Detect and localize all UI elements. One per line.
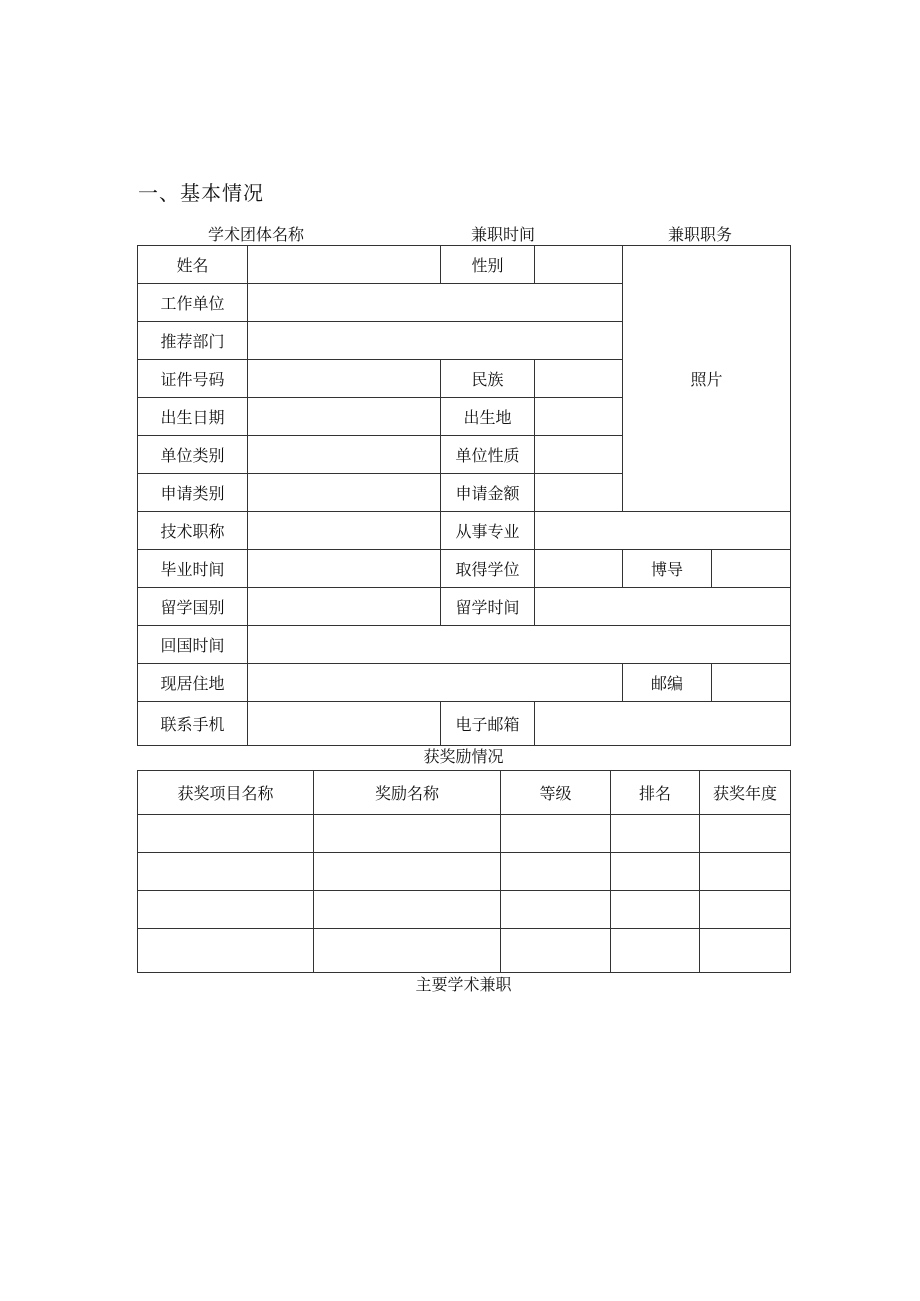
field-specialty[interactable] <box>535 512 791 550</box>
field-email[interactable] <box>535 702 791 746</box>
label-phd-supervisor: 博导 <box>623 550 712 588</box>
award-cell[interactable] <box>138 815 314 853</box>
field-name[interactable] <box>248 246 441 284</box>
field-recommend-dept[interactable] <box>248 322 623 360</box>
awards-header-year: 获奖年度 <box>700 771 791 815</box>
field-unit-nature[interactable] <box>535 436 623 474</box>
label-apply-amount: 申请金额 <box>441 474 535 512</box>
awards-header-project: 获奖项目名称 <box>138 771 314 815</box>
field-return-time[interactable] <box>248 626 791 664</box>
award-cell[interactable] <box>700 891 791 929</box>
award-cell[interactable] <box>314 815 501 853</box>
awards-header-award-name: 奖励名称 <box>314 771 501 815</box>
label-recommend-dept: 推荐部门 <box>138 322 248 360</box>
field-apply-type[interactable] <box>248 474 441 512</box>
label-name: 姓名 <box>138 246 248 284</box>
photo-box[interactable]: 照片 <box>623 246 791 512</box>
award-cell[interactable] <box>314 929 501 973</box>
label-grad-time: 毕业时间 <box>138 550 248 588</box>
label-degree: 取得学位 <box>441 550 535 588</box>
award-cell[interactable] <box>700 815 791 853</box>
section-title: 一、基本情况 <box>138 181 264 205</box>
awards-header-grade: 等级 <box>501 771 611 815</box>
award-cell[interactable] <box>501 815 611 853</box>
field-degree[interactable] <box>535 550 623 588</box>
basic-info-table <box>137 245 791 746</box>
label-study-time: 留学时间 <box>441 588 535 626</box>
label-unit-type: 单位类别 <box>138 436 248 474</box>
table-row <box>138 891 791 929</box>
award-cell[interactable] <box>138 853 314 891</box>
field-postcode[interactable] <box>712 664 791 702</box>
award-cell[interactable] <box>611 853 700 891</box>
label-work-unit: 工作单位 <box>138 284 248 322</box>
award-cell[interactable] <box>138 929 314 973</box>
part-time-caption: 主要学术兼职 <box>415 975 512 994</box>
label-mobile: 联系手机 <box>138 702 248 746</box>
label-id-number: 证件号码 <box>138 360 248 398</box>
awards-header-rank: 排名 <box>611 771 700 815</box>
award-cell[interactable] <box>138 891 314 929</box>
field-tech-title[interactable] <box>248 512 441 550</box>
award-cell[interactable] <box>314 891 501 929</box>
label-address: 现居住地 <box>138 664 248 702</box>
award-cell[interactable] <box>314 853 501 891</box>
label-gender: 性别 <box>441 246 535 284</box>
label-tech-title: 技术职称 <box>138 512 248 550</box>
award-cell[interactable] <box>611 929 700 973</box>
field-id-number[interactable] <box>248 360 441 398</box>
header-society-name: 学术团体名称 <box>208 225 305 244</box>
header-part-time-period: 兼职时间 <box>471 225 536 244</box>
field-apply-amount[interactable] <box>535 474 623 512</box>
table-row <box>138 929 791 973</box>
award-cell[interactable] <box>700 853 791 891</box>
award-cell[interactable] <box>611 815 700 853</box>
header-part-time-position: 兼职职务 <box>668 225 733 244</box>
label-ethnicity: 民族 <box>441 360 535 398</box>
label-apply-type: 申请类别 <box>138 474 248 512</box>
field-unit-type[interactable] <box>248 436 441 474</box>
field-study-time[interactable] <box>535 588 791 626</box>
label-study-country: 留学国别 <box>138 588 248 626</box>
field-phd-supervisor[interactable] <box>712 550 791 588</box>
table-row <box>138 815 791 853</box>
label-return-time: 回国时间 <box>138 626 248 664</box>
field-study-country[interactable] <box>248 588 441 626</box>
awards-caption: 获奖励情况 <box>423 747 504 766</box>
award-cell[interactable] <box>501 853 611 891</box>
field-address[interactable] <box>248 664 623 702</box>
field-birth-place[interactable] <box>535 398 623 436</box>
label-postcode: 邮编 <box>623 664 712 702</box>
field-work-unit[interactable] <box>248 284 623 322</box>
label-unit-nature: 单位性质 <box>441 436 535 474</box>
field-mobile[interactable] <box>248 702 441 746</box>
field-gender[interactable] <box>535 246 623 284</box>
award-cell[interactable] <box>501 929 611 973</box>
award-cell[interactable] <box>611 891 700 929</box>
label-email: 电子邮箱 <box>441 702 535 746</box>
table-row <box>138 853 791 891</box>
label-specialty: 从事专业 <box>441 512 535 550</box>
label-birth-date: 出生日期 <box>138 398 248 436</box>
field-ethnicity[interactable] <box>535 360 623 398</box>
awards-table <box>137 770 791 973</box>
field-birth-date[interactable] <box>248 398 441 436</box>
award-cell[interactable] <box>700 929 791 973</box>
award-cell[interactable] <box>501 891 611 929</box>
field-grad-time[interactable] <box>248 550 441 588</box>
label-birth-place: 出生地 <box>441 398 535 436</box>
